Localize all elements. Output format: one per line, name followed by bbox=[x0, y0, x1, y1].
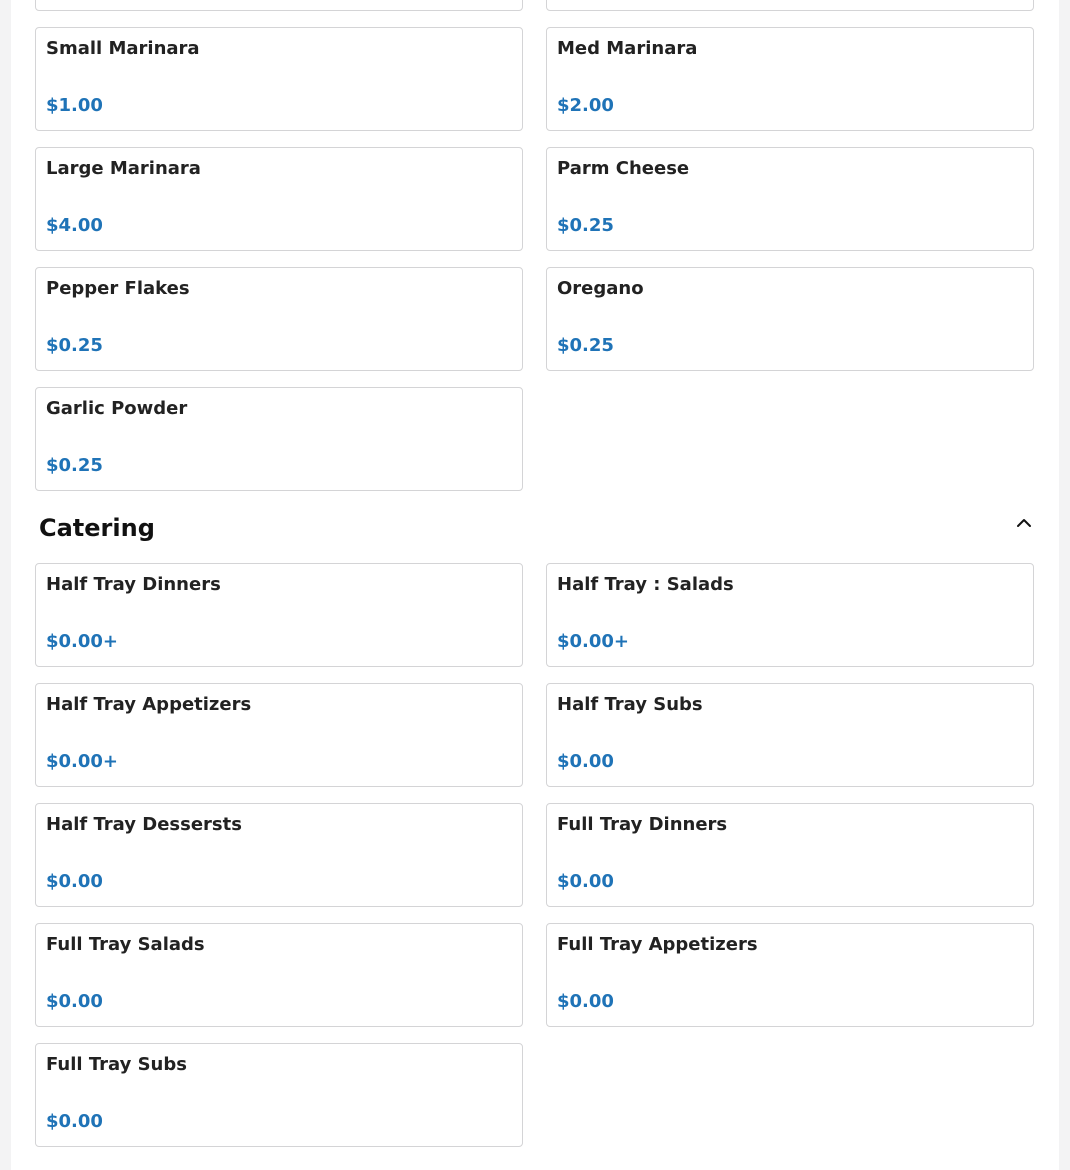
menu-page bbox=[11, 0, 1059, 1170]
menu-item-card[interactable] bbox=[546, 803, 1034, 907]
catering-section-header[interactable] bbox=[39, 511, 1034, 547]
menu-item-card[interactable] bbox=[35, 563, 523, 667]
menu-item-card[interactable] bbox=[35, 267, 523, 371]
menu-item-name: Full Tray Subs bbox=[46, 1054, 187, 1075]
menu-item-card[interactable] bbox=[546, 923, 1034, 1027]
menu-item-card-partial[interactable] bbox=[546, 0, 1034, 11]
menu-item-name: Half Tray Dessersts bbox=[46, 814, 242, 835]
menu-item-price: $0.25 bbox=[557, 215, 614, 236]
menu-item-price: $0.00 bbox=[46, 1111, 103, 1132]
menu-item-name: Med Marinara bbox=[557, 38, 698, 59]
menu-item-price: $0.25 bbox=[46, 335, 103, 356]
menu-item-name: Parm Cheese bbox=[557, 158, 690, 179]
menu-item-card[interactable] bbox=[35, 27, 523, 131]
menu-item-card-partial[interactable] bbox=[35, 0, 523, 11]
menu-item-card[interactable] bbox=[35, 1043, 523, 1147]
menu-item-name: Full Tray Salads bbox=[46, 934, 205, 955]
condiments-item-grid bbox=[35, 27, 1034, 491]
menu-item-price: $0.00 bbox=[557, 991, 614, 1012]
menu-item-price: $0.00+ bbox=[46, 751, 119, 772]
menu-item-price: $0.25 bbox=[557, 335, 614, 356]
menu-item-name: Half Tray Subs bbox=[557, 694, 703, 715]
section-title: Catering bbox=[39, 514, 155, 542]
menu-item-name: Full Tray Appetizers bbox=[557, 934, 758, 955]
menu-item-price: $0.00 bbox=[557, 871, 614, 892]
menu-item-price: $0.00 bbox=[46, 991, 103, 1012]
menu-item-card[interactable] bbox=[546, 683, 1034, 787]
menu-item-price: $0.00 bbox=[557, 751, 614, 772]
menu-item-card[interactable] bbox=[546, 27, 1034, 131]
menu-item-name: Half Tray Appetizers bbox=[46, 694, 252, 715]
menu-item-price: $0.00+ bbox=[46, 631, 119, 652]
menu-item-name: Full Tray Dinners bbox=[557, 814, 728, 835]
menu-item-price: $0.00+ bbox=[557, 631, 630, 652]
menu-item-card[interactable] bbox=[35, 387, 523, 491]
menu-item-card[interactable] bbox=[35, 683, 523, 787]
menu-item-name: Garlic Powder bbox=[46, 398, 188, 419]
menu-item-card[interactable] bbox=[546, 267, 1034, 371]
menu-item-price: $1.00 bbox=[46, 95, 103, 116]
menu-item-name: Large Marinara bbox=[46, 158, 201, 179]
menu-item-name: Pepper Flakes bbox=[46, 278, 190, 299]
menu-item-card[interactable] bbox=[35, 147, 523, 251]
menu-item-price: $2.00 bbox=[557, 95, 614, 116]
menu-item-price: $0.25 bbox=[46, 455, 103, 476]
catering-item-grid bbox=[35, 563, 1034, 1147]
menu-item-card[interactable] bbox=[35, 923, 523, 1027]
menu-item-name: Small Marinara bbox=[46, 38, 200, 59]
chevron-up-icon[interactable] bbox=[1014, 513, 1034, 533]
menu-item-card[interactable] bbox=[35, 803, 523, 907]
menu-item-name: Half Tray Dinners bbox=[46, 574, 221, 595]
menu-item-price: $0.00 bbox=[46, 871, 103, 892]
menu-item-card[interactable] bbox=[546, 147, 1034, 251]
menu-item-price: $4.00 bbox=[46, 215, 103, 236]
menu-item-name: Half Tray : Salads bbox=[557, 574, 734, 595]
menu-item-name: Oregano bbox=[557, 278, 644, 299]
menu-item-card[interactable] bbox=[546, 563, 1034, 667]
